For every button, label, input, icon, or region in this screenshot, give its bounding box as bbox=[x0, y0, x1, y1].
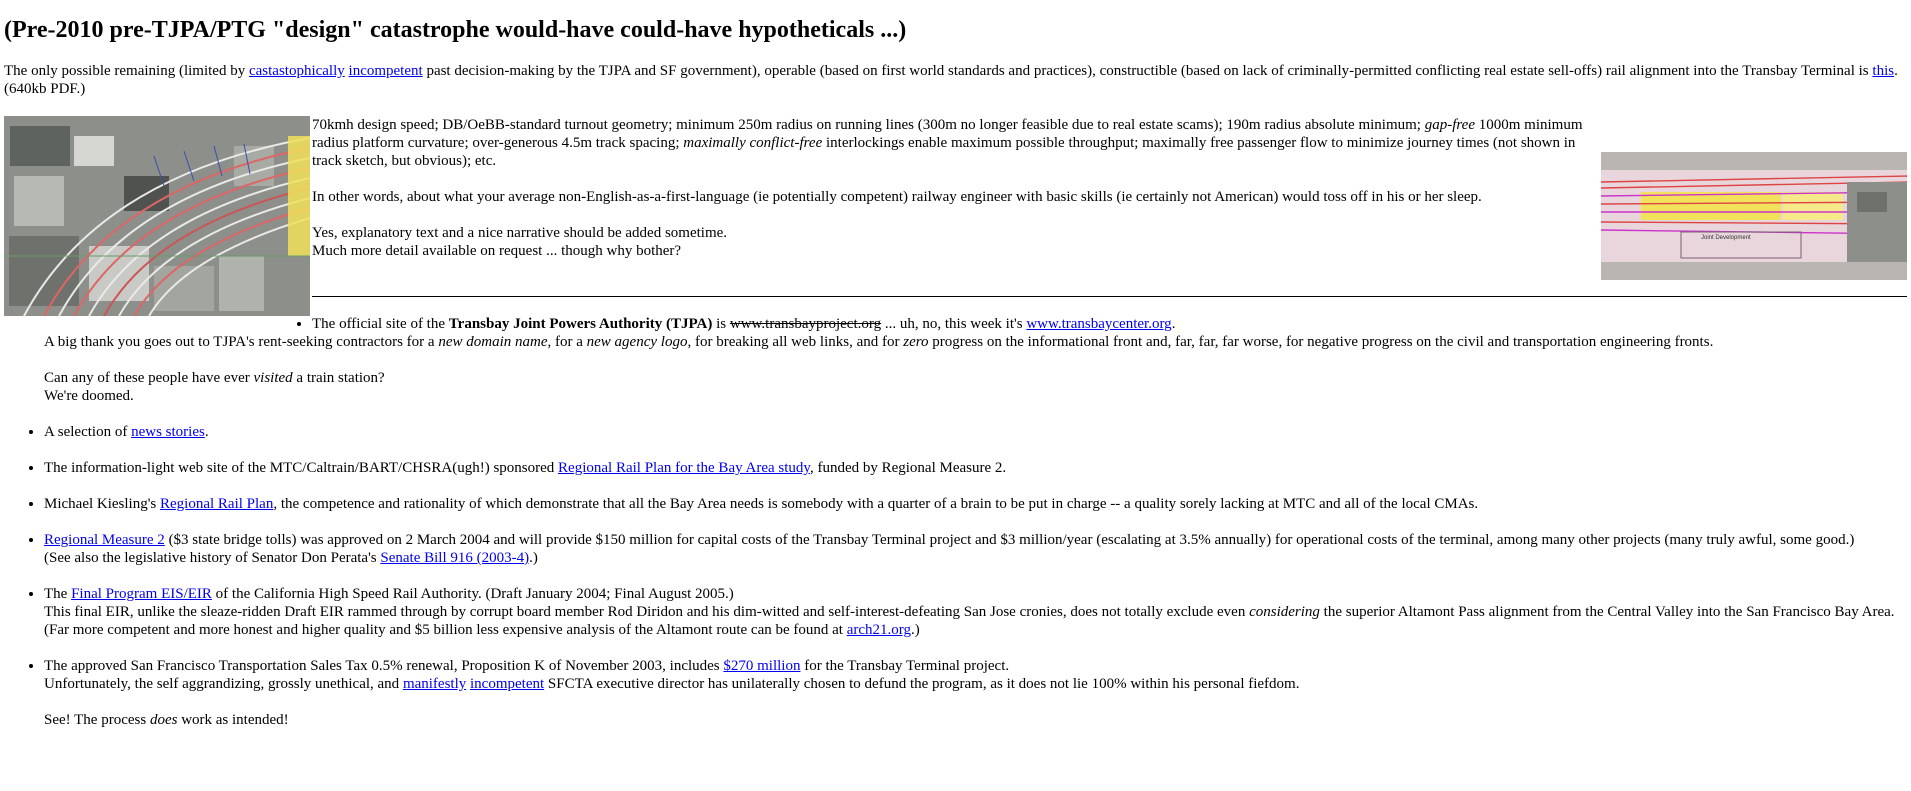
item-emphasis: visited bbox=[253, 370, 293, 386]
item-emphasis: considering bbox=[1249, 604, 1320, 620]
item-text: ($3 state bridge tolls) was approved on 2 March 2004 and will provide $150 million for capital costs of the Transbay Terminal project and $3 million/year (escalating at 3.5% annually) for operational costs of the terminal, among many other projects (many truly awful, some good.) bbox=[164, 532, 1855, 548]
link-news-stories[interactable]: news stories bbox=[131, 424, 205, 440]
list-item-news bbox=[44, 423, 1907, 441]
item-text: a train station? bbox=[292, 370, 385, 386]
list-item-rm2 bbox=[44, 531, 1907, 567]
joint-development-plan-graphic bbox=[1601, 152, 1907, 280]
item-emphasis: zero bbox=[903, 334, 929, 350]
item-text: Can any of these people have ever bbox=[44, 370, 254, 386]
link-kiesling-regional-rail-plan[interactable]: Regional Rail Plan bbox=[160, 496, 274, 512]
link-this-pdf[interactable]: this bbox=[1872, 63, 1895, 79]
link-regional-rail-plan-study[interactable]: Regional Rail Plan for the Bay Area study bbox=[558, 460, 810, 476]
item-text: . bbox=[1171, 316, 1176, 332]
list-item-hsr bbox=[44, 585, 1907, 639]
item-text: A selection of bbox=[44, 424, 132, 440]
item-text: ... uh, no, this week it's bbox=[881, 316, 1027, 332]
link-270-million[interactable]: $270 million bbox=[723, 658, 801, 674]
item-text: The bbox=[44, 586, 72, 602]
list-item-prop-k bbox=[44, 657, 1907, 729]
list-item-kiesling bbox=[44, 495, 1907, 513]
item-text: , funded by Regional Measure 2. bbox=[809, 460, 1007, 476]
explanatory-line: Yes, explanatory text and a nice narrative should be added sometime. bbox=[312, 225, 728, 241]
item-text: is bbox=[712, 316, 730, 332]
list-item-tjpa bbox=[44, 315, 1907, 405]
link-transbaycenter[interactable]: www.transbaycenter.org bbox=[1026, 316, 1172, 332]
page bbox=[0, 16, 1911, 729]
item-text: We're doomed. bbox=[44, 388, 134, 404]
item-emphasis: does bbox=[149, 712, 178, 728]
item-text: , for breaking all web links, and for bbox=[687, 334, 904, 350]
item-text: Michael Kiesling's bbox=[44, 496, 161, 512]
link-arch21[interactable]: arch21.org bbox=[846, 622, 912, 638]
item-text: The approved San Francisco Transportation Sales Tax 0.5% renewal, Proposition K of November 2003, includes bbox=[44, 658, 724, 674]
joint-development-plan-image[interactable] bbox=[1601, 152, 1907, 280]
item-text: of the California High Speed Rail Authority. (Draft January 2004; Final August 2005.) bbox=[211, 586, 734, 602]
joint-development-label: Joint Development bbox=[1701, 235, 1751, 241]
intro-text: past decision-making by the TJPA and SF government), operable (based on first world standards and practices), constructible (based on lack of criminally-permitted conflicting real estate sell-offs) rail alignment into the Transbay Terminal is bbox=[422, 63, 1873, 79]
intro-text: . (640kb PDF.) bbox=[4, 63, 1898, 97]
item-emphasis: new domain name bbox=[438, 334, 548, 350]
item-text: .) bbox=[529, 550, 538, 566]
link-list bbox=[4, 315, 1907, 729]
item-text: , for a bbox=[547, 334, 587, 350]
item-emphasis: new agency logo bbox=[586, 334, 688, 350]
item-text: , the competence and rationality of which demonstrate that all the Bay Area needs is somebody with a quarter of a brain to be put in charge -- a quality sorely lacking at MTC and all of the local CMAs. bbox=[273, 496, 1479, 512]
item-text: This final EIR, unlike the sleaze-ridden Draft EIR rammed through by corrupt board member Rod Diridon and his dim-witted and self-interest-defeating San Jose cronies, does not totally exclude even bbox=[44, 604, 1250, 620]
design-text: interlockings enable maximum possible throughput; maximally free passenger flow to minimize journey times (not shown in track sketch, but obvious); etc. bbox=[312, 135, 1576, 169]
link-final-program-eis-eir[interactable]: Final Program EIS/EIR bbox=[71, 586, 212, 602]
link-incompetent[interactable]: incompetent bbox=[348, 63, 423, 79]
item-text: The official site of the bbox=[312, 316, 449, 332]
section-divider bbox=[312, 296, 1907, 297]
explanatory-line: Much more detail available on request ... though why bother? bbox=[312, 243, 682, 259]
design-text: 70kmh design speed; DB/OeBB-standard turnout geometry; minimum 250m radius on running lines (300m no longer feasible due to real estate scams); 190m radius absolute minimum; bbox=[312, 117, 1425, 133]
link-regional-measure-2[interactable]: Regional Measure 2 bbox=[44, 532, 165, 548]
item-text: (Far more competent and more honest and higher quality and $5 billion less expensive analysis of the Altamont route can be found at bbox=[44, 622, 847, 638]
item-text: SFCTA executive director has unilaterally chosen to defund the program, as it does not lie 100% within his personal fiefdom. bbox=[544, 676, 1300, 692]
design-text: 1000m minimum radius platform curvature; over-generous 4.5m track spacing; bbox=[312, 117, 1583, 151]
item-text: .) bbox=[911, 622, 920, 638]
link-incompetent-sfcta[interactable]: incompetent bbox=[470, 676, 545, 692]
link-catastrophically[interactable]: castastophically bbox=[248, 63, 345, 79]
page-title: (Pre-2010 pre-TJPA/PTG "design" catastrophe would-have could-have hypotheticals ...) bbox=[4, 17, 907, 43]
track-sketch-aerial-graphic bbox=[4, 116, 310, 316]
item-bold: Transbay Joint Powers Authority (TJPA) bbox=[448, 316, 713, 332]
old-domain-strikethrough: www.transbayproject.org bbox=[729, 316, 882, 332]
intro-paragraph bbox=[4, 62, 1907, 98]
item-text: . bbox=[204, 424, 209, 440]
item-text: The information-light web site of the MTC/Caltrain/BART/CHSRA(ugh!) sponsored bbox=[44, 460, 559, 476]
item-text: Unfortunately, the self aggrandizing, grossly unethical, and bbox=[44, 676, 403, 692]
design-emphasis: gap-free bbox=[1424, 117, 1475, 133]
link-senate-bill-916[interactable]: Senate Bill 916 (2003-4) bbox=[380, 550, 530, 566]
item-text: work as intended! bbox=[177, 712, 289, 728]
in-other-words-paragraph: In other words, about what your average non-English-as-a-first-language (ie potentially competent) railway engineer with basic skills (ie certainly not American) would toss off in his or her sleep. bbox=[312, 189, 1482, 205]
intro-text: The only possible remaining (limited by bbox=[4, 63, 249, 79]
list-item-rrp-study bbox=[44, 459, 1907, 477]
link-manifestly[interactable]: manifestly bbox=[402, 676, 467, 692]
item-text: for the Transbay Terminal project. bbox=[800, 658, 1010, 674]
item-text: A big thank you goes out to TJPA's rent-seeking contractors for a bbox=[44, 334, 439, 350]
item-text: progress on the informational front and, far, far, far worse, for negative progress on the civil and transportation engineering fronts. bbox=[928, 334, 1714, 350]
item-text: (See also the legislative history of Senator Don Perata's bbox=[44, 550, 381, 566]
item-text: the superior Altamont Pass alignment from the Central Valley into the San Francisco Bay Area. bbox=[1319, 604, 1895, 620]
design-emphasis: maximally conflict-free bbox=[683, 135, 823, 151]
item-text: See! The process bbox=[44, 712, 150, 728]
track-sketch-aerial-image[interactable] bbox=[4, 116, 310, 316]
